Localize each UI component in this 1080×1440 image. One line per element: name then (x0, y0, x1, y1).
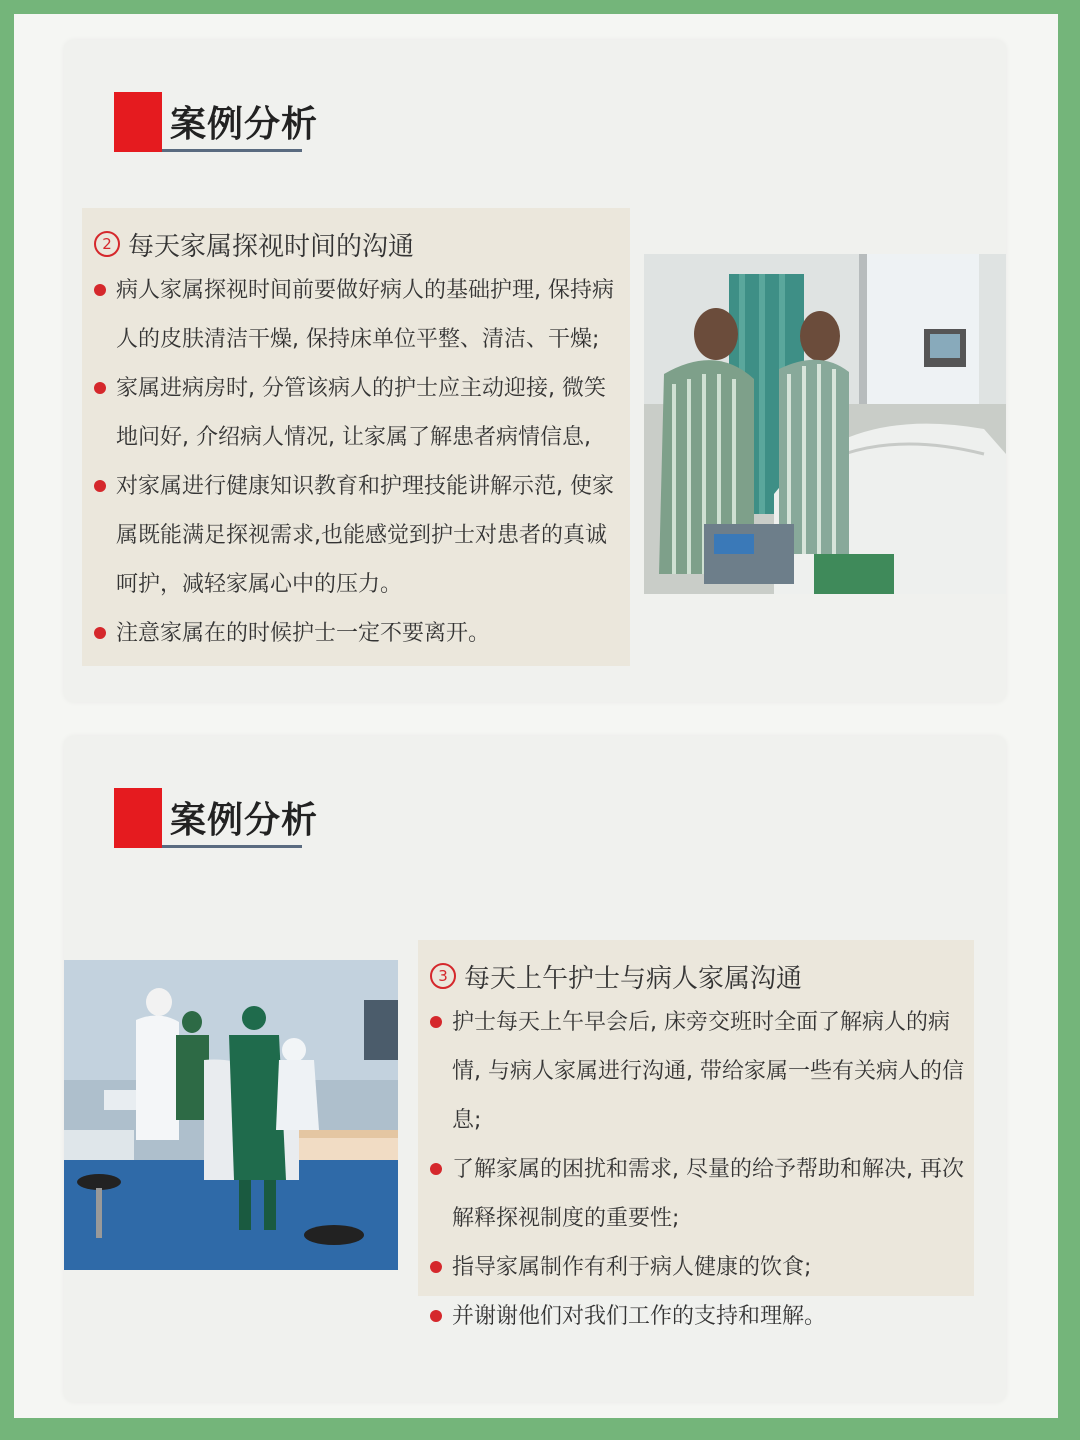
list-item: 了解家属的困扰和需求, 尽量的给予帮助和解决, 再次解释探视制度的重要性; (428, 1145, 966, 1243)
subheading (92, 222, 622, 266)
list-item: 家属进病房时, 分管该病人的护士应主动迎接, 微笑地问好, 介绍病人情况, 让家属了解患者病情信息, (92, 364, 622, 462)
bullet-dot-icon (430, 1261, 442, 1273)
bullet-dot-icon (94, 627, 106, 639)
heading-title: 案例分析 (170, 104, 319, 145)
list-item: 注意家属在的时候护士一定不要离开。 (92, 609, 622, 658)
list-item: 对家属进行健康知识教育和护理技能讲解示范, 使家属既能满足探视需求,也能感觉到护士对患者的真诚呵护，减轻家属心中的压力。 (92, 462, 622, 609)
bullet-dot-icon (94, 284, 106, 296)
subheading-text: 每天家属探视时间的沟通 (128, 231, 415, 262)
bullet-dot-icon (430, 1163, 442, 1175)
heading-underline (162, 845, 302, 848)
subheading (428, 954, 966, 998)
bullet-dot-icon (430, 1016, 442, 1028)
list-item: 并谢谢他们对我们工作的支持和理解。 (428, 1292, 966, 1341)
heading-marker (114, 92, 162, 152)
subheading-text: 每天上午护士与病人家属沟通 (464, 963, 803, 994)
slide-case-analysis-2 (64, 736, 1006, 1402)
list-item: 病人家属探视时间前要做好病人的基础护理, 保持病人的皮肤清洁干燥, 保持床单位平整、清洁、干燥; (92, 266, 622, 364)
text-panel (418, 940, 974, 1329)
ward-visit-photo (644, 254, 1006, 594)
page (14, 14, 1058, 1418)
bullet-dot-icon (94, 382, 106, 394)
bullet-dot-icon (94, 480, 106, 492)
heading-title: 案例分析 (170, 800, 319, 841)
slide-case-analysis-1 (64, 40, 1006, 702)
list-item: 指导家属制作有利于病人健康的饮食; (428, 1243, 966, 1292)
heading-underline (162, 149, 302, 152)
list-item: 护士每天上午早会后, 床旁交班时全面了解病人的病情, 与病人家属进行沟通, 带给家属一些有关病人的信息; (428, 998, 966, 1145)
circled-number-2: 2 (94, 231, 120, 257)
bullet-dot-icon (430, 1310, 442, 1322)
heading-marker (114, 788, 162, 848)
circled-number-3: 3 (430, 963, 456, 989)
text-panel (82, 208, 630, 666)
icu-photo (64, 960, 398, 1270)
